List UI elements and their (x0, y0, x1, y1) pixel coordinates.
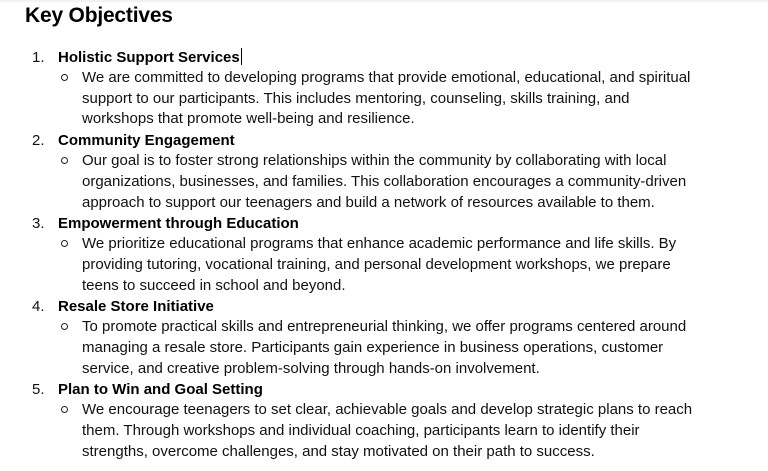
objective-description (0, 151, 768, 213)
description-line: organizations, businesses, and families. This collaboration encourages a community-driven (82, 172, 687, 190)
description-line: managing a resale store. Participants gain experience in business operations, customer (82, 339, 664, 357)
objective-description-text[interactable] (82, 151, 752, 213)
description-line: Our goal is to foster strong relationships within the community by collaborating with local (82, 152, 667, 170)
objective-title[interactable]: Empowerment through Education (58, 215, 299, 233)
top-edge-bar (0, 0, 768, 2)
objective-header (0, 213, 768, 234)
objectives-list (0, 47, 768, 463)
objective-header (0, 47, 768, 68)
objective-title[interactable]: Community Engagement (58, 132, 235, 150)
objective-description (0, 234, 768, 296)
hollow-circle-bullet-icon (61, 406, 68, 413)
objective-number: 3. (32, 215, 45, 233)
objective-title[interactable] (58, 47, 242, 68)
hollow-circle-bullet-icon (61, 157, 68, 164)
objective-description (0, 400, 768, 462)
description-line: strengths, overcome challenges, and stay motivated on their path to success. (82, 442, 595, 460)
description-line: providing tutoring, vocational training, and personal development workshops, we prepare (82, 255, 671, 273)
document-heading: Key Objectives (25, 4, 173, 27)
objective-item (0, 130, 768, 213)
objective-title[interactable]: Plan to Win and Goal Setting (58, 381, 263, 399)
hollow-circle-bullet-icon (61, 240, 68, 247)
description-line: We are committed to developing programs that provide emotional, educational, and spiritual (82, 69, 691, 86)
objective-description-text[interactable] (82, 400, 752, 462)
objective-item (0, 47, 768, 130)
objective-description (0, 68, 768, 130)
text-cursor (241, 48, 242, 65)
objective-description-text[interactable] (82, 317, 752, 379)
hollow-circle-bullet-icon (61, 74, 68, 81)
description-line: them. Through workshops and individual coaching, participants learn to identify their (82, 422, 640, 440)
description-line: approach to support our teenagers and build a network of resources available to them. (82, 193, 655, 211)
objective-header (0, 379, 768, 400)
objective-description-text[interactable] (82, 68, 752, 130)
description-line: service, and creative problem-solving through hands-on involvement. (82, 359, 540, 377)
objective-item (0, 379, 768, 462)
objective-title-text: Holistic Support Services (58, 49, 240, 66)
objective-number: 5. (32, 381, 45, 399)
objective-header (0, 296, 768, 317)
description-line: support to our participants. This includes mentoring, counseling, skills training, and (82, 89, 630, 107)
objective-description-text[interactable] (82, 234, 752, 296)
objective-number: 2. (32, 132, 45, 150)
objective-item (0, 213, 768, 296)
description-line: We prioritize educational programs that enhance academic performance and life skills. By (82, 235, 677, 253)
objective-number: 4. (32, 298, 45, 316)
objective-number: 1. (32, 49, 45, 66)
objective-header (0, 130, 768, 151)
objective-item (0, 296, 768, 379)
hollow-circle-bullet-icon (61, 323, 68, 330)
objective-title[interactable]: Resale Store Initiative (58, 298, 214, 316)
description-line: teens to succeed in school and beyond. (82, 276, 346, 294)
description-line: workshops that promote well-being and resilience. (82, 110, 415, 128)
description-line: We encourage teenagers to set clear, achievable goals and develop strategic plans to reach (82, 401, 693, 419)
objective-description (0, 317, 768, 379)
description-line: To promote practical skills and entrepreneurial thinking, we offer programs centered around (82, 318, 687, 336)
